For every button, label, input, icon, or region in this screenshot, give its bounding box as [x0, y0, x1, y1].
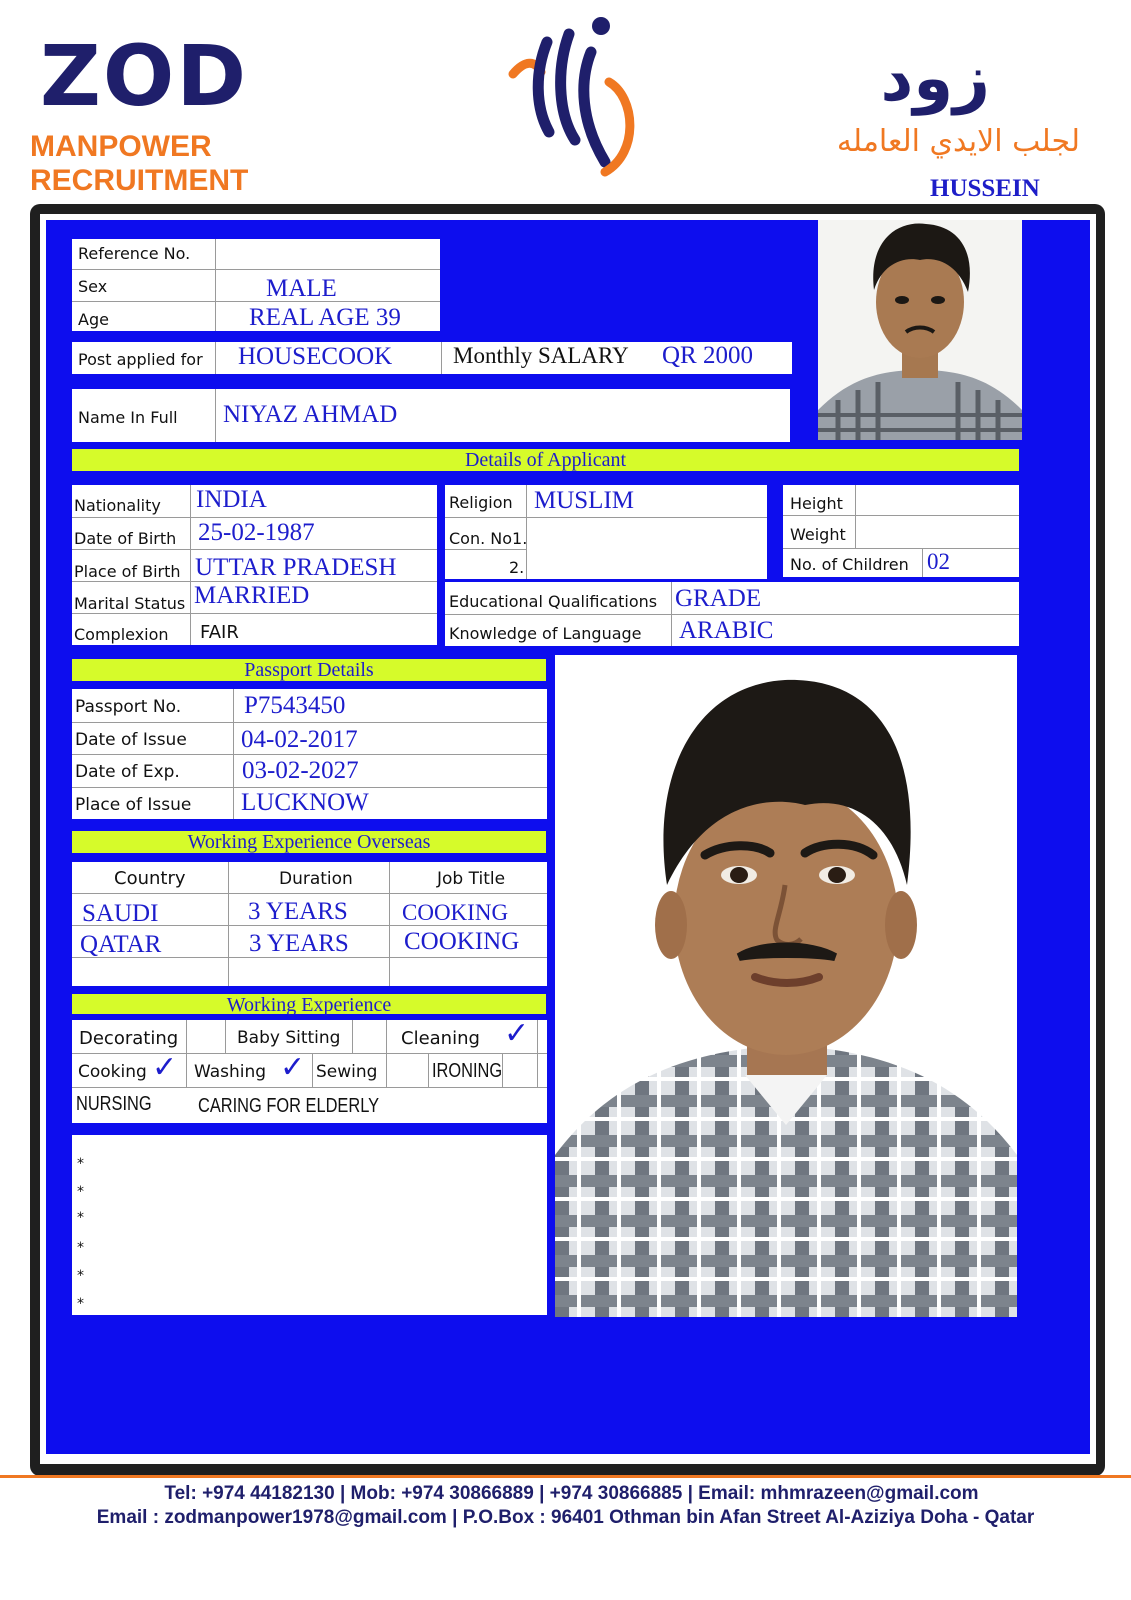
skill-elderly-care: CARING FOR ELDERLY: [198, 1095, 380, 1117]
religion-value: MUSLIM: [534, 487, 635, 514]
expiry-date-value: 03-02-2027: [242, 757, 359, 784]
skill-cleaning: Cleaning: [401, 1028, 480, 1049]
religion-label: Religion: [449, 493, 513, 512]
applicant-photo-small: [818, 220, 1022, 440]
footer-contact-line: Tel: +974 44182130 | Mob: +974 30866889 | +974 30866885 | Email: mhmrazeen@gmail.com: [164, 1483, 979, 1504]
passport-number-value: P7543450: [244, 692, 346, 719]
name-label: Name In Full: [78, 408, 178, 427]
issue-place-label: Place of Issue: [75, 795, 192, 815]
contact2-label: 2.: [509, 558, 525, 577]
issue-date-label: Date of Issue: [75, 730, 187, 750]
nationality-value: INDIA: [196, 486, 267, 513]
agent-name: HUSSEIN: [930, 175, 1040, 202]
brand-name-arabic: زود: [880, 42, 990, 116]
note-bullet-5: *: [77, 1268, 84, 1284]
portrait-small-icon: [818, 220, 1022, 440]
age-value: REAL AGE 39: [249, 304, 401, 331]
note-bullet-2: *: [77, 1184, 84, 1200]
children-value: 02: [927, 549, 950, 574]
country-column-header: Country: [114, 868, 186, 889]
note-bullet-3: *: [77, 1210, 84, 1226]
job-column-header: Job Title: [437, 869, 506, 889]
brand-logo: [30, 27, 410, 198]
overseas-country-2: QATAR: [80, 931, 162, 958]
footer-rule: [0, 1475, 1131, 1478]
skill-nursing: NURSING: [76, 1093, 152, 1115]
overseas-country-1: SAUDI: [82, 900, 159, 927]
contact1-label: Con. No1.: [449, 529, 528, 548]
brand-name: ZOD: [40, 27, 249, 125]
language-value: ARABIC: [679, 617, 774, 644]
overseas-section-header: Working Experience Overseas: [72, 831, 546, 853]
overseas-duration-2: 3 YEARS: [249, 930, 349, 957]
brand-logo-arabic: [760, 40, 1100, 159]
note-bullet-4: *: [77, 1240, 84, 1256]
cleaning-check-icon: ✓: [504, 1016, 530, 1051]
dob-value: 25-02-1987: [198, 519, 315, 546]
notes-box: [72, 1135, 547, 1315]
details-section-header: Details of Applicant: [72, 449, 1019, 471]
skill-sewing: Sewing: [316, 1062, 378, 1082]
sex-value: MALE: [266, 275, 337, 302]
cooking-check-icon: ✓: [152, 1050, 178, 1085]
pob-value: UTTAR PRADESH: [195, 554, 397, 581]
passport-section-header: Passport Details: [72, 659, 546, 681]
logo-mark-icon: [505, 12, 655, 182]
portrait-large-icon: [555, 655, 1017, 1317]
height-label: Height: [790, 494, 843, 513]
passport-number-label: Passport No.: [75, 697, 182, 717]
name-row: [72, 389, 790, 442]
complexion-label: Complexion: [74, 625, 169, 644]
pob-label: Place of Birth: [74, 562, 181, 581]
overseas-job-2: COOKING: [404, 928, 520, 955]
issue-place-value: LUCKNOW: [241, 789, 369, 816]
overseas-job-1: COOKING: [402, 900, 509, 925]
language-label: Knowledge of Language: [449, 624, 642, 643]
weight-label: Weight: [790, 525, 846, 544]
note-bullet-6: *: [77, 1296, 84, 1312]
marital-label: Marital Status: [74, 594, 186, 613]
issue-date-value: 04-02-2017: [241, 726, 358, 753]
footer-address-line: Email : zodmanpower1978@gmail.com | P.O.Box : 96401 Othman bin Afan Street Al-Aziziya Doha - Qatar: [96, 1507, 1035, 1528]
salary-value: QR 2000: [662, 342, 753, 369]
washing-check-icon: ✓: [280, 1050, 306, 1085]
children-label: No. of Children: [790, 555, 909, 574]
brand-subtitle: MANPOWER RECRUITMENT: [30, 130, 249, 197]
nationality-label: Nationality: [74, 496, 161, 515]
skill-baby-sitting: Baby Sitting: [237, 1028, 341, 1048]
sex-label: Sex: [78, 277, 108, 296]
dob-label: Date of Birth: [74, 529, 177, 548]
applicant-photo-large: [555, 655, 1017, 1317]
name-value: NIYAZ AHMAD: [223, 401, 398, 428]
skill-washing: Washing: [194, 1062, 267, 1082]
education-label: Educational Qualifications: [449, 592, 658, 611]
skill-cooking: Cooking: [78, 1062, 147, 1082]
skill-decorating: Decorating: [79, 1028, 179, 1049]
complexion-value: FAIR: [200, 622, 239, 643]
salary-label: Monthly SALARY: [453, 343, 629, 368]
duration-column-header: Duration: [279, 869, 353, 889]
reference-label: Reference No.: [78, 244, 191, 263]
marital-value: MARRIED: [194, 582, 310, 609]
brand-subtitle-arabic: لجلب الايدي العامله: [836, 124, 1080, 159]
post-label: Post applied for: [78, 350, 203, 369]
skill-ironing: IRONING: [432, 1060, 503, 1082]
skills-section-header: Working Experience: [72, 994, 546, 1014]
age-label: Age: [78, 310, 109, 329]
post-value: HOUSECOOK: [238, 343, 393, 370]
expiry-date-label: Date of Exp.: [75, 762, 180, 782]
overseas-duration-1: 3 YEARS: [248, 898, 348, 925]
note-bullet-1: *: [77, 1156, 84, 1172]
education-value: GRADE: [675, 585, 762, 612]
